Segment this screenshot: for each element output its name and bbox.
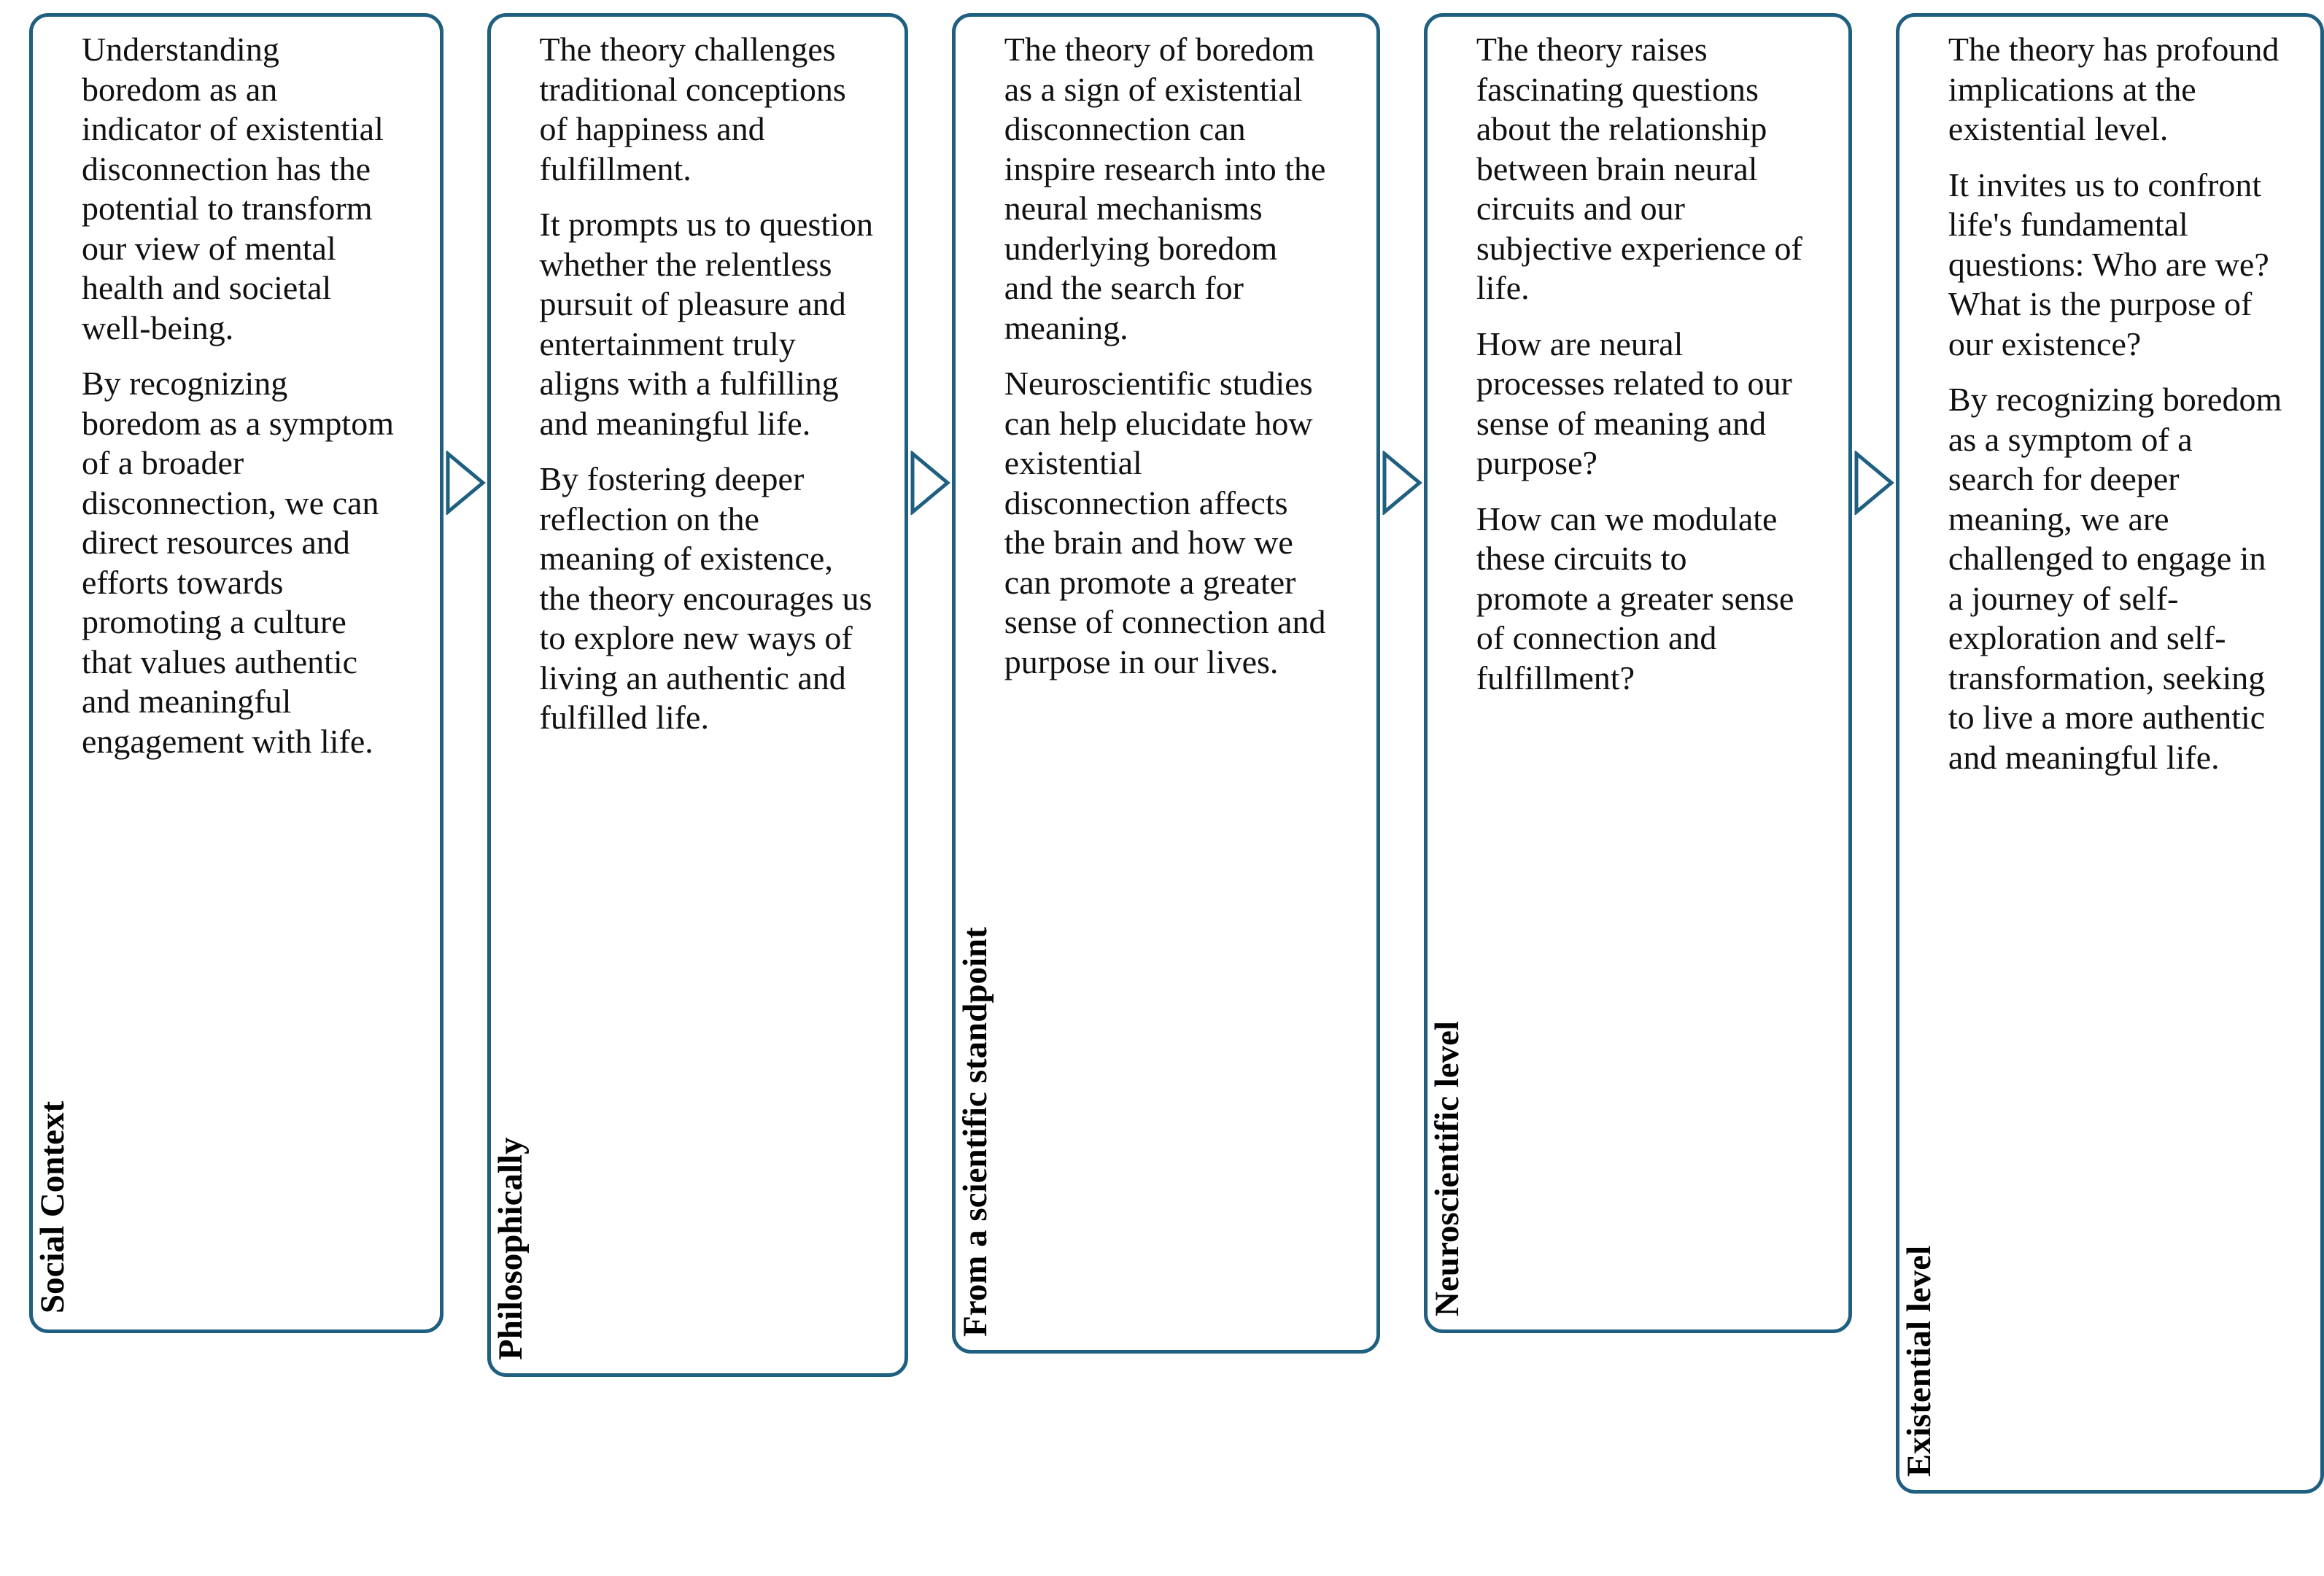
stage-label-neuroscientific-level: Neuroscientific level bbox=[1428, 1020, 1466, 1316]
arrow-right-icon bbox=[1854, 451, 1894, 515]
arrow-connector bbox=[908, 451, 952, 515]
stage-label-existential-level: Existential level bbox=[1899, 1245, 1938, 1477]
stage-scientific-standpoint bbox=[952, 13, 1380, 1354]
stage-paragraph: By recognizing boredom as a symptom of a broader disconnection, we can direct resources and efforts towards promoting a culture that values authentic and meaningful engagement with life. bbox=[82, 365, 394, 760]
stage-paragraph: The theory raises fascinating questions about the relationship between brain neural circuits and our subjective experience of life. bbox=[1476, 31, 1802, 306]
stage-body-scientific-standpoint bbox=[1000, 17, 1343, 1350]
stage-label-social-context: Social Context bbox=[34, 1101, 71, 1313]
stage-body-social-context bbox=[77, 17, 420, 1329]
stage-paragraph: Understanding boredom as an indicator of existential disconnection has the potential to transform our view of mental health and societal well-being. bbox=[82, 31, 384, 346]
stage-paragraph: Neuroscientific studies can help elucidate how existential disconnection affects the brain and how we can promote a greater sense of connection and purpose in our lives. bbox=[1004, 365, 1326, 680]
stage-paragraph: By recognizing boredom as a symptom of a search for deeper meaning, we are challenged to engage in a journey of self-exploration and self-transformation, seeking to live a more authentic and meaningful life. bbox=[1948, 381, 2282, 776]
arrow-right-icon bbox=[445, 451, 486, 515]
stage-paragraph: The theory challenges traditional conceptions of happiness and fulfillment. bbox=[539, 31, 846, 187]
arrow-connector bbox=[1852, 451, 1896, 515]
stage-paragraph: The theory has profound implications at the existential level. bbox=[1948, 31, 2280, 147]
stage-social-context bbox=[29, 13, 444, 1333]
stage-paragraph: The theory of boredom as a sign of existential disconnection can inspire research into the neural mechanisms underlying boredom and the search for meaning. bbox=[1004, 31, 1326, 346]
arrow-connector bbox=[444, 451, 487, 515]
stage-paragraph: By fostering deeper reflection on the meaning of existence, the theory encourages us to explore new ways of living an authentic and fulfilled life. bbox=[539, 460, 872, 736]
stage-body-philosophically bbox=[535, 17, 893, 1373]
stage-paragraph: How can we modulate these circuits to promote a greater sense of connection and fulfillment? bbox=[1476, 500, 1794, 696]
stage-label-philosophically: Philosophically bbox=[491, 1137, 530, 1360]
arrow-right-icon bbox=[910, 451, 950, 515]
stage-paragraph: It invites us to confront life's fundamental questions: Who are we? What is the purpose of our existence? bbox=[1948, 166, 2269, 362]
stage-existential-level bbox=[1896, 13, 2324, 1494]
arrow-right-icon bbox=[1382, 451, 1422, 515]
stage-body-existential-level bbox=[1944, 17, 2301, 1490]
stage-neuroscientific-level bbox=[1424, 13, 1852, 1333]
stage-body-neuroscientific-level bbox=[1472, 17, 1822, 1329]
arrow-connector bbox=[1380, 451, 1424, 515]
stage-label-scientific-standpoint: From a scientific standpoint bbox=[956, 927, 994, 1337]
stage-paragraph: How are neural processes related to our sense of meaning and purpose? bbox=[1476, 325, 1792, 481]
stage-paragraph: It prompts us to question whether the relentless pursuit of pleasure and entertainment truly aligns with a fulfilling and meaningful life. bbox=[539, 206, 873, 442]
stage-philosophically bbox=[487, 13, 908, 1377]
